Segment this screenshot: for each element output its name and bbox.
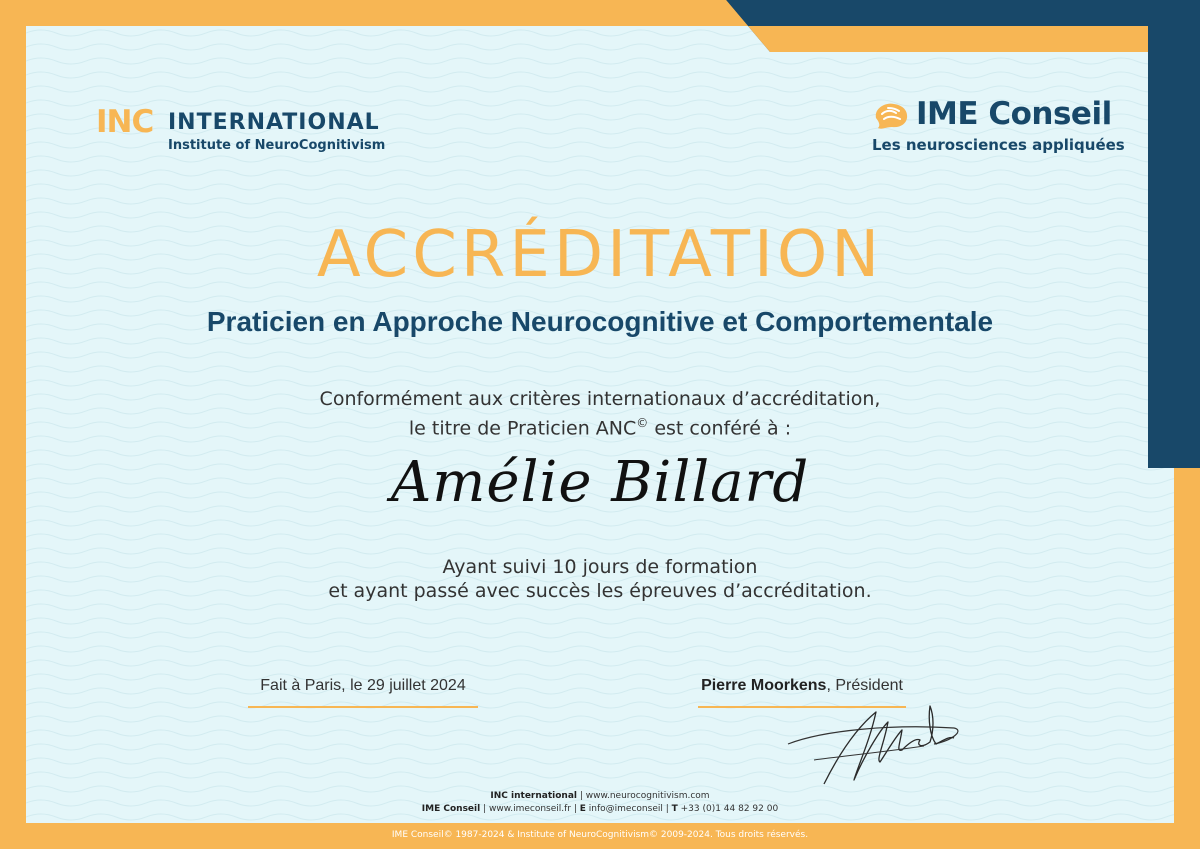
inc-logo-title: INTERNATIONAL <box>168 110 380 135</box>
ime-logo-subtitle: Les neurosciences appliquées <box>872 136 1125 154</box>
footer-ime-name: IME Conseil <box>421 804 481 814</box>
signatory-role: , Président <box>826 677 903 694</box>
intro-line-2-start: le titre de Praticien ANC <box>408 417 637 440</box>
date-underline <box>248 706 478 708</box>
footer-phone-label: T <box>671 804 678 814</box>
footer-inc-name: INC international <box>490 791 577 801</box>
footer-email-label: E <box>579 804 586 814</box>
copyright-mark: © <box>636 416 649 430</box>
certificate-subtitle: Praticien en Approche Neurocognitive et Comportementale <box>206 306 994 337</box>
place-and-date: Fait à Paris, le 29 juillet 2024 <box>260 677 466 694</box>
signatory-name: Pierre Moorkens <box>701 677 827 694</box>
inc-logo-subtitle: Institute of NeuroCognitivism <box>168 138 386 153</box>
signatory <box>698 677 906 695</box>
intro-line-2-end: est conféré à : <box>648 417 792 440</box>
footer-ime-url[interactable]: | www.imeconseil.fr | <box>480 804 580 814</box>
handwritten-signature <box>784 700 964 790</box>
copyright-notice: IME Conseil© 1987-2024 & Institute of NeuroCognitivism© 2009-2024. Tous droits réservés. <box>391 830 809 840</box>
intro-line-2 <box>0 411 1200 440</box>
inc-logo-icon: INC <box>96 104 154 140</box>
footer-ime <box>0 804 1200 814</box>
footer-inc-url[interactable]: | www.neurocognitivism.com <box>576 791 710 801</box>
footer-inc <box>0 791 1200 801</box>
intro-line-1: Conformément aux critères internationaux d’accréditation, <box>319 388 881 410</box>
footer-phone: +33 (0)1 44 82 92 00 <box>677 804 779 814</box>
ime-logo-name: IME Conseil <box>916 96 1112 132</box>
brain-icon <box>872 100 910 132</box>
certificate-title: ACCRÉDITATION <box>316 218 884 292</box>
recipient-name: Amélie Billard <box>390 450 810 515</box>
detail-line-1: Ayant suivi 10 jours de formation <box>442 556 758 578</box>
footer-email[interactable]: info@imeconseil | <box>585 804 672 814</box>
detail-line-2: et ayant passé avec succès les épreuves d’accréditation. <box>328 580 872 602</box>
